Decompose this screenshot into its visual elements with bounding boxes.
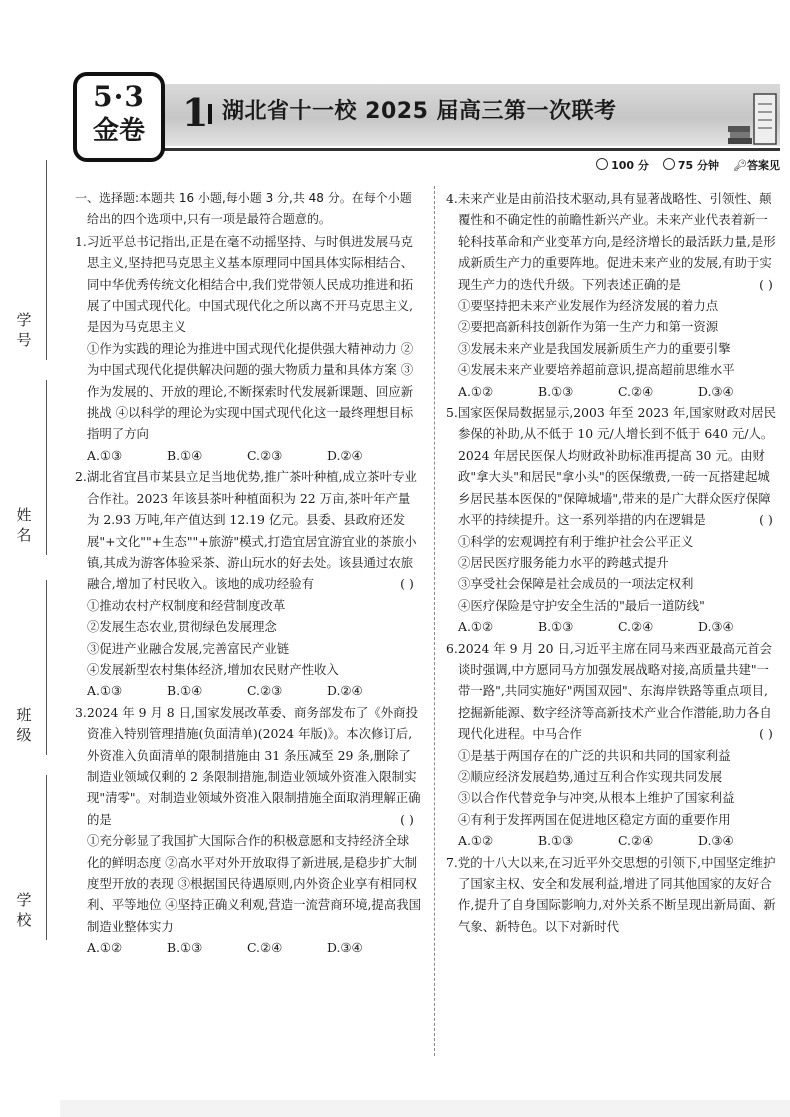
clock-icon — [663, 158, 675, 170]
question-4-choices — [446, 381, 780, 402]
choice-b: B.①③ — [167, 940, 203, 956]
choice-c: C.②④ — [618, 833, 654, 849]
question-4-option: ①要坚持把未来产业发展作为经济发展的着力点 — [458, 298, 719, 314]
question-5-option: ②居民医疗服务能力水平的跨越式提升 — [458, 554, 669, 570]
choice-a: A.①③ — [87, 683, 123, 699]
section-heading: 一、选择题:本题共 16 小题,每小题 3 分,共 48 分。在每个小题给出的四个选项中,只有一项是最符合题意的。 — [75, 191, 412, 227]
choice-d: D.③④ — [327, 940, 363, 956]
choice-c: C.②④ — [618, 383, 654, 399]
left-column — [75, 188, 421, 959]
question-5-option: ③享受社会保障是社会成员的一项法定权利 — [458, 576, 694, 592]
choice-d: D.③④ — [698, 619, 734, 635]
logo-line2: 金卷 — [92, 116, 145, 146]
question-6-option: ②顺应经济发展趋势,通过互利合作实现共同发展 — [458, 768, 723, 784]
sidebar-label-class: 班级 — [16, 706, 32, 744]
sidebar-line — [46, 160, 47, 360]
question-3-options: ①充分彰显了我国扩大国际合作的积极意愿和支持经济全球化的鲜明态度 ②高水平对外开放取得了新进展,是稳步扩大制度型开放的表现 ③根据国民待遇原则,内外资企业享有相同权利、平等地位 ④坚持正确义利观,营造一流营商环境,提高我国制造业整体实力 — [87, 833, 421, 934]
column-divider — [434, 186, 435, 1056]
sidebar-label-student-id: 学号 — [16, 311, 32, 349]
score-icon — [596, 158, 608, 170]
question-3: 3.2024 年 9 月 8 日,国家发展改革委、商务部发布了《外商投资准入特别管理措施(负面清单)(2024 年版)》。本次修订后,外资准入负面清单的限制措施由 31 条压减至 29 条,删除了制造业领域仅剩的 2 条限制措施,制造业领域外资准入限制实现"清零"。对制造业领域外资准入限制措施全面取消理解正确的是 ( ) — [75, 704, 421, 827]
page-title: 湖北省十一校 2025 届高三第一次联考 — [222, 99, 617, 124]
question-1-choices — [75, 445, 421, 466]
key-icon: 🔑︎ — [733, 159, 747, 172]
paper-number: 1 — [182, 90, 209, 135]
sidebar-line — [46, 380, 47, 555]
answer-info: 🔑︎答案见 — [733, 159, 780, 172]
choice-a: A.①③ — [87, 447, 123, 463]
title-separator — [208, 104, 212, 124]
question-5-option: ④医疗保险是守护安全生活的"最后一道防线" — [458, 597, 705, 613]
question-2: 2.湖北省宜昌市某县立足当地优势,推广茶叶种植,成立茶叶专业合作社。2023 年该县茶叶种植面积为 22 万亩,茶叶年产量为 2.93 万吨,年产值达到 12.19 亿元。县委、县政府还发展"+文化""+生态""+旅游"模式,打造宜居宜游宜业的茶旅小镇,其成为游客体验采茶、游山玩水的好去处。该县通过农旅融合,增加了村民收入。该地的成功经验有 ( ) — [75, 469, 417, 592]
question-4-option: ④发展未来产业要培养超前意识,提高超前思维水平 — [458, 362, 735, 378]
choice-b: B.①④ — [167, 683, 203, 699]
question-1-options: ①作为实践的理论为推进中国式现代化提供强大精神动力 ②为中国式现代化提供解决问题的强大物质力量和具体方案 ③作为发展的、开放的理论,不断探索时代发展新课题、回应新挑战 ④以科学的理论为实现中国式现代化这一最终理想目标指明了方向 — [87, 340, 414, 442]
sidebar-line — [46, 775, 47, 940]
exam-meta — [596, 157, 780, 173]
time-info: 75 分钟 — [663, 157, 719, 173]
choice-b: B.①③ — [538, 383, 574, 399]
logo-line1: 5·3 — [93, 80, 145, 113]
question-2-option: ①推动农村产权制度和经营制度改革 — [87, 597, 286, 613]
question-5: 5.国家医保局数据显示,2003 年至 2023 年,国家财政对居民参保的补助,从不低于 10 元/人增长到不低于 640 元/人。2024 年居民医保人均财政补助标准再提高 30 元。由财政"拿大头"和居民"拿小头"的医保缴费,一砖一瓦搭建起城乡居民基本医保的"保障城墙",带来的是广大群众医疗保障水平的持续提升。这一系列举措的内在逻辑是 ( ) — [446, 405, 777, 528]
choice-c: C.②③ — [247, 447, 283, 463]
question-4-option: ②要把高新科技创新作为第一生产力和第一资源 — [458, 319, 719, 335]
books-icon — [726, 90, 778, 146]
logo — [73, 72, 165, 162]
score-info: 100 分 — [596, 157, 649, 173]
question-2-option: ②发展生态农业,贯彻绿色发展理念 — [87, 619, 277, 635]
sidebar — [0, 0, 60, 1117]
choice-b: B.①③ — [538, 833, 574, 849]
choice-d: D.③④ — [698, 833, 734, 849]
question-2-option: ④发展新型农村集体经济,增加农民财产性收入 — [87, 661, 339, 677]
question-1: 1.习近平总书记指出,正是在毫不动摇坚持、与时俱进发展马克思主义,坚持把马克思主义基本原理同中国具体实际相结合、同中华优秀传统文化相结合中,我们党带领人民成功推进和拓展了中国式现代化。中国式现代化之所以离不开马克思主义,是因为马克思主义 — [75, 233, 414, 335]
question-2-option: ③促进产业融合发展,完善富民产业链 — [87, 640, 290, 656]
question-6-choices — [446, 830, 780, 851]
sidebar-line — [46, 580, 47, 755]
right-column — [446, 188, 780, 937]
question-2-choices — [75, 680, 421, 701]
choice-b: B.①④ — [167, 447, 203, 463]
choice-b: B.①③ — [538, 619, 574, 635]
choice-a: A.①② — [458, 383, 494, 399]
choice-c: C.②③ — [247, 683, 283, 699]
question-4: 4.未来产业是由前沿技术驱动,具有显著战略性、引领性、颠覆性和不确定性的前瞻性新兴产业。未来产业代表着新一轮科技革命和产业变革方向,是经济增长的最活跃力量,是形成新质生产力的重要阵地。促进未来产业的发展,有助于实现生产力的迭代升级。下列表述正确的是 ( ) — [446, 191, 776, 292]
choice-d: D.②④ — [327, 447, 363, 463]
sidebar-label-name: 姓名 — [16, 506, 32, 544]
question-4-option: ③发展未来产业是我国发展新质生产力的重要引擎 — [458, 340, 731, 356]
choice-d: D.②④ — [327, 683, 363, 699]
header-rule — [130, 148, 780, 151]
question-3-choices — [75, 937, 421, 958]
page-bottom-edge — [60, 1100, 790, 1117]
choice-c: C.②④ — [247, 940, 283, 956]
question-6-option: ①是基于两国存在的广泛的共识和共同的国家利益 — [458, 747, 731, 763]
question-6: 6.2024 年 9 月 20 日,习近平主席在同马来西亚最高元首会谈时强调,中方愿同马方加强发展战略对接,高质量共建"一带一路",共同实施好"两国双园"、东海岸铁路等重点项目,挖掘新能源、数字经济等高新技术产业合作潜能,助力各自现代化进程。中马合作 ( ) — [446, 640, 773, 742]
question-5-choices — [446, 616, 780, 637]
sidebar-label-school: 学校 — [16, 891, 32, 929]
choice-a: A.①② — [458, 833, 494, 849]
question-5-option: ①科学的宏观调控有利于维护社会公平正义 — [458, 533, 694, 549]
choice-a: A.①② — [458, 619, 494, 635]
choice-a: A.①② — [87, 940, 123, 956]
choice-c: C.②④ — [618, 619, 654, 635]
choice-d: D.③④ — [698, 383, 734, 399]
question-6-option: ④有利于发挥两国在促进地区稳定方面的重要作用 — [458, 811, 731, 827]
question-7: 7.党的十八大以来,在习近平外交思想的引领下,中国坚定维护了国家主权、安全和发展利益,增进了同其他国家的友好合作,提升了自身国际影响力,对外关系不断呈现出新局面、新气象、新特色。以下对新时代 — [446, 854, 776, 934]
question-6-option: ③以合作代替竞争与冲突,从根本上维护了国家利益 — [458, 790, 735, 806]
